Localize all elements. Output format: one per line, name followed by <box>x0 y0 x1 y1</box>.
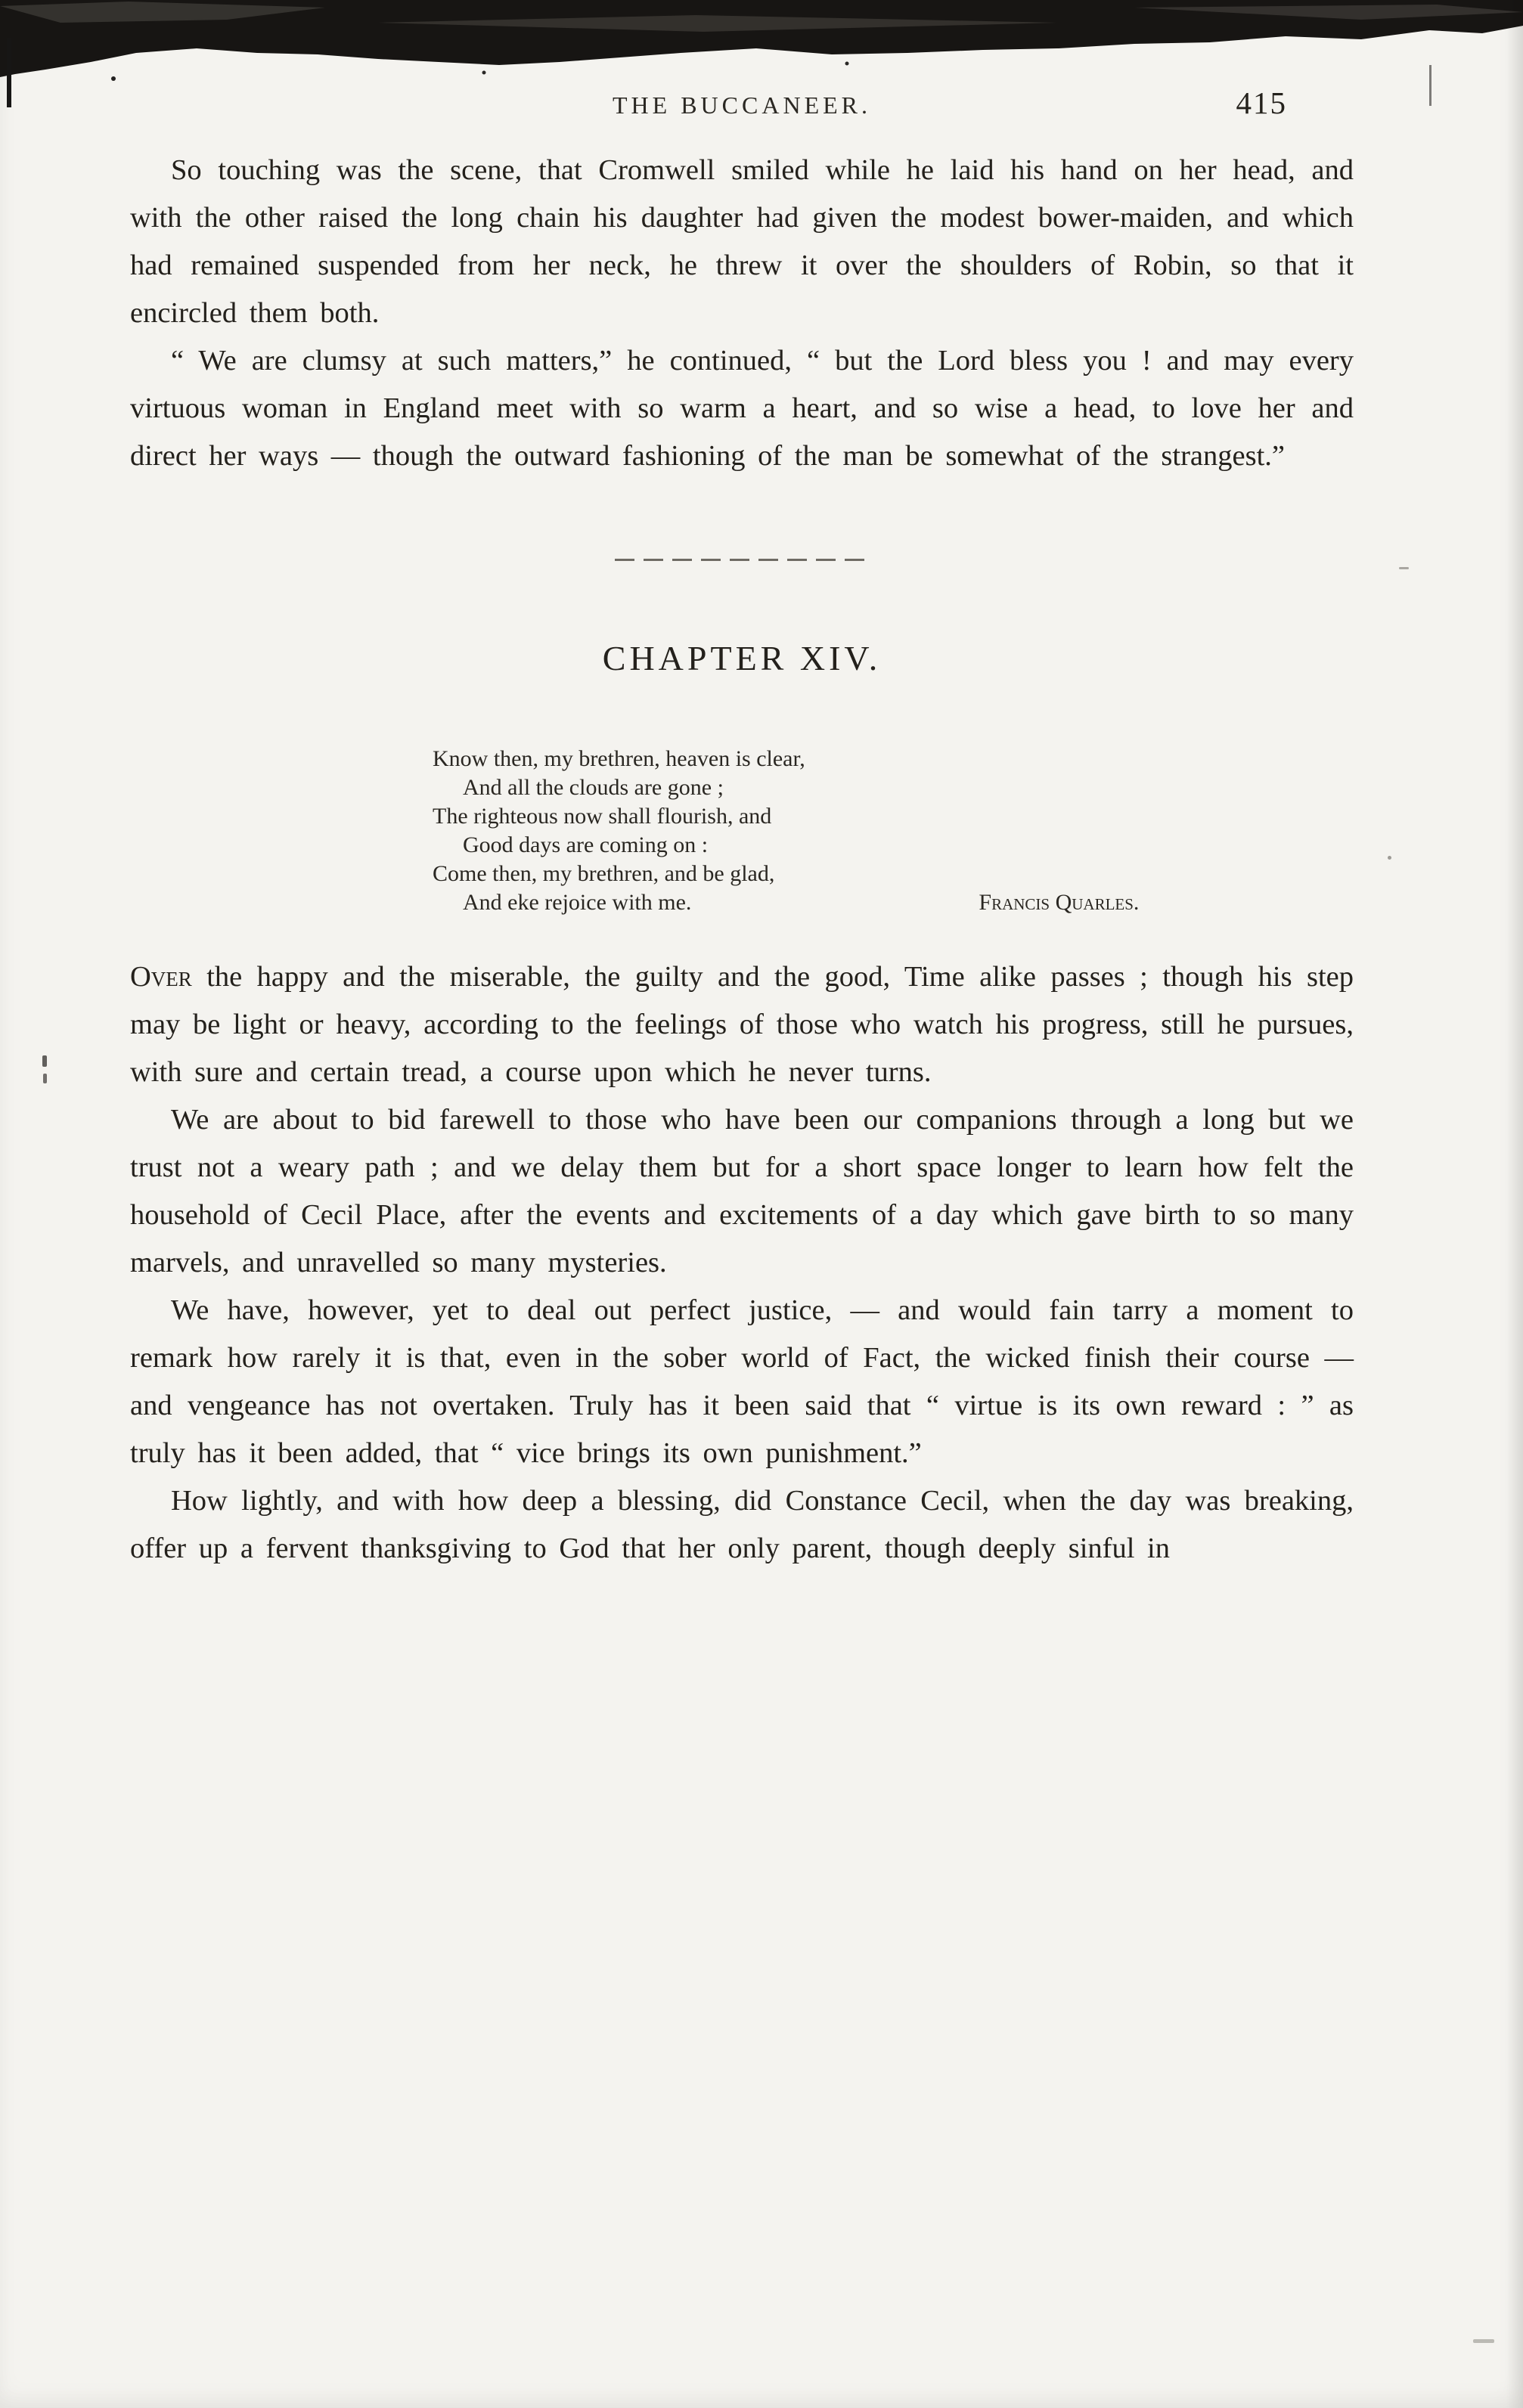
paragraph-farewell: We are about to bid farewell to those who have been our companions through a long but we trust not a weary path ; and we delay them but for a short space longer to learn how felt the household of Cecil Place, after the events and excitements of a day which gave birth to so many marvels, and unravelled so many mysteries. <box>130 1104 1354 1278</box>
scan-artifact-right-line <box>1429 65 1431 106</box>
scan-artifact-speck <box>1399 567 1409 569</box>
running-header <box>130 85 1354 121</box>
text-column <box>130 85 1354 1573</box>
epigraph-line: And eke rejoice with me. <box>463 890 692 915</box>
epigraph-line: Good days are coming on : <box>463 832 709 857</box>
epigraph <box>433 745 1354 917</box>
epigraph-attribution: Francis Quarles. <box>979 890 1140 915</box>
page-number: 415 <box>1236 85 1287 120</box>
paragraph-constance-thanksgiving: How lightly, and with how deep a blessing, did Constance Cecil, when the day was breaking, offer up a fervent thanksgiving to God that her only parent, though deeply sinful in <box>130 1485 1354 1564</box>
scan-artifact-speck <box>1388 856 1391 860</box>
epigraph-line: Know then, my brethren, heaven is clear, <box>433 746 805 771</box>
scan-artifact-speck <box>1473 2339 1494 2343</box>
paragraph-text: the happy and the miserable, the guilty and the good, Time alike passes ; though his step may be light or heavy, according to the feelings of those who watch his progress, still he pursues, with sure and certain tread, a course upon which he never turns. <box>130 961 1354 1088</box>
section-divider-rule <box>615 559 869 561</box>
paragraph-cromwell-scene: So touching was the scene, that Cromwell smiled while he laid his hand on her head, and with the other raised the long chain his daughter had given the modest bower-maiden, and which had remained suspended from her neck, he threw it over the shoulders of Robin, so that it encircled them both. <box>130 154 1354 329</box>
scan-artifact-margin-tick <box>43 1074 47 1083</box>
page-edge-shading <box>1506 0 1523 2408</box>
chapter-heading: CHAPTER XIV. <box>602 639 882 677</box>
running-header-title: THE BUCCANEER. <box>613 91 871 119</box>
scan-artifact-left-line <box>7 38 11 107</box>
paragraph-cromwell-speech: “ We are clumsy at such matters,” he continued, “ but the Lord bless you ! and may every virtuous woman in England meet with so warm a heart, and so wise a head, to love her and direct her ways — though the outward fashioning of the man be somewhat of the strangest.” <box>130 345 1354 472</box>
epigraph-last-line <box>433 888 1354 917</box>
epigraph-line: The righteous now shall flourish, and <box>433 804 772 829</box>
scan-artifact-margin-tick <box>42 1055 47 1067</box>
torn-edge-graphic <box>0 0 1523 91</box>
paragraph-perfect-justice: We have, however, yet to deal out perfect justice, — and would fain tarry a moment to remark how rarely it is that, even in the sober world of Fact, the wicked finish their course — and vengeance has not overtaken. Truly has it been said that “ virtue is its own reward : ” as truly has it been added, that “ vice brings its own punishment.” <box>130 1294 1354 1469</box>
epigraph-line: Come then, my brethren, and be glad, <box>433 861 775 886</box>
paragraph-time-passes <box>130 953 1354 1096</box>
epigraph-line: And all the clouds are gone ; <box>463 775 724 800</box>
scan-artifact-top-band <box>0 0 1523 91</box>
lead-word: Over <box>130 961 192 993</box>
